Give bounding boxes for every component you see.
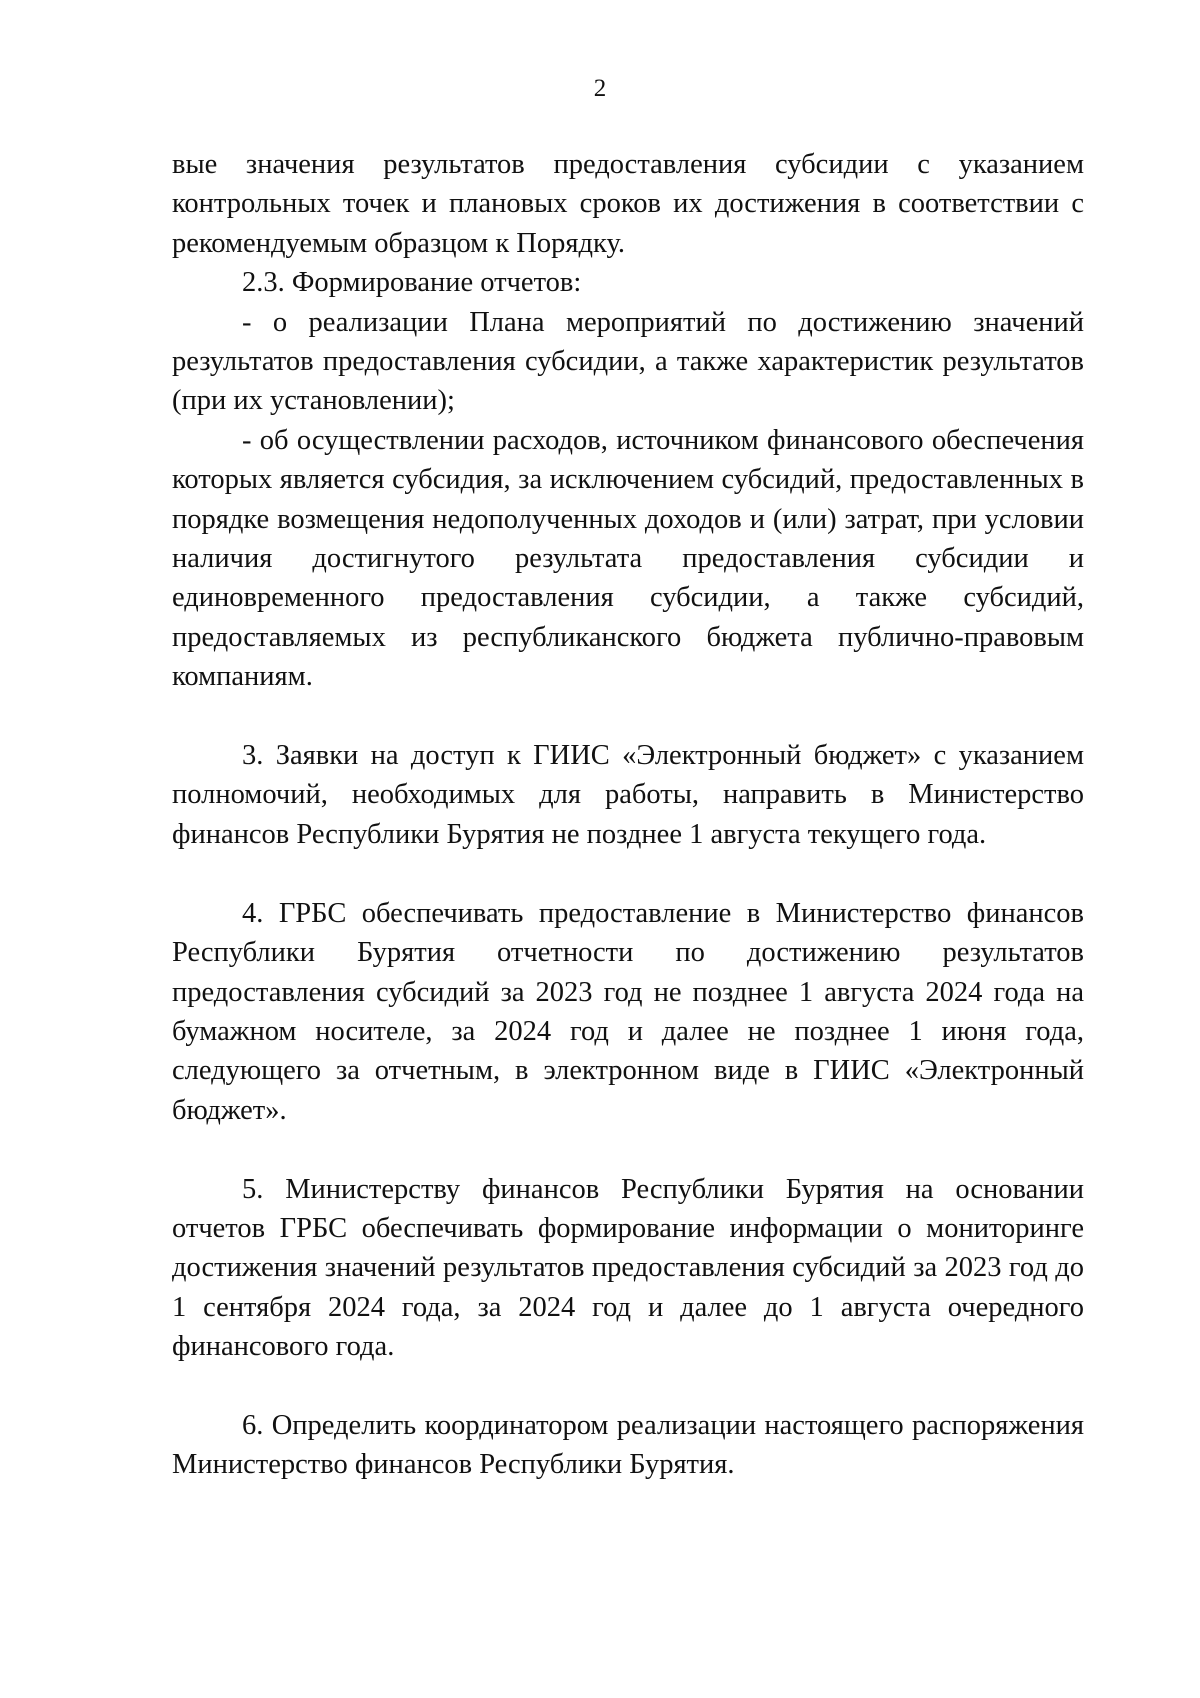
paragraph-5: 5. Министерству финансов Республики Бурятия на основании отчетов ГРБС обеспечивать формирование информации о мониторинге достижения значений результатов предоставления субсидий за 2023 год до 1 сентября 2024 года, за 2024 год и далее до 1 августа очередного финансового года.: [172, 1173, 1084, 1363]
paragraph-continuation: вые значения результатов предоставления субсидии с указанием контрольных точек и плановых сроков их достижения в соответствии с рекомендуемым образцом к Порядку.: [172, 149, 1084, 259]
paragraph-2-3-heading: 2.3. Формирование отчетов:: [242, 267, 582, 299]
paragraph-report-plan: - о реализации Плана мероприятий по достижению значений результатов предоставления субсидии, а также характеристик результатов (при их установлении);: [172, 306, 1084, 417]
paragraph-6: 6. Определить координатором реализации настоящего распоряжения Министерство финансов Республики Бурятия.: [172, 1409, 1084, 1481]
document-body: [172, 145, 1084, 1485]
page-number: 2: [593, 75, 607, 102]
paragraph-3: 3. Заявки на доступ к ГИИС «Электронный бюджет» с указанием полномочий, необходимых для работы, направить в Министерство финансов Республики Бурятия не позднее 1 августа текущего года.: [172, 740, 1084, 850]
paragraph-4: 4. ГРБС обеспечивать предоставление в Министерство финансов Республики Бурятия отчетности по достижению результатов предоставления субсидий за 2023 год не позднее 1 августа 2024 года на бумажном носителе, за 2024 год и далее не позднее 1 июня года, следующего за отчетным, в электронном виде в ГИИС «Электронный бюджет».: [172, 897, 1084, 1126]
paragraph-report-expenses: - об осуществлении расходов, источником финансового обеспечения которых является субсидия, за исключением субсидий, предоставленных в порядке возмещения недополученных доходов и (или) затрат, при условии наличия достигнутого результата предоставления субсидии и единовременного предоставления субсидии, а также субсидий, предоставляемых из республиканского бюджета публично-правовым компаниям.: [172, 424, 1084, 693]
